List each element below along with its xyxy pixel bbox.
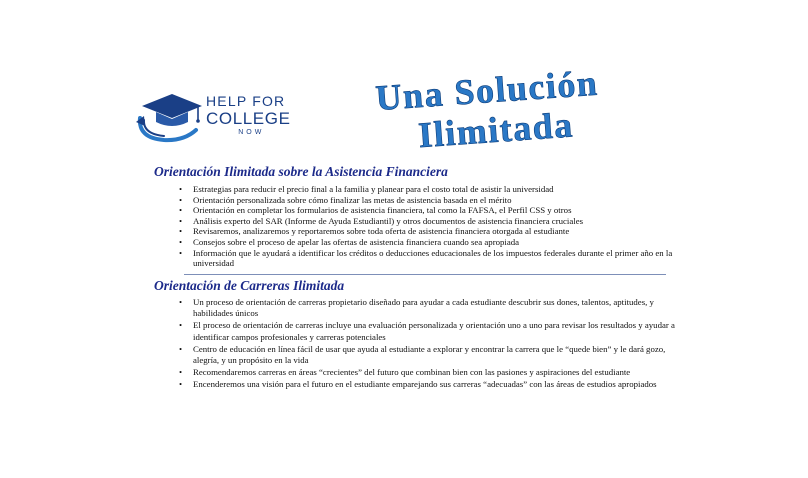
headline-line-2: Ilimitada [416,104,575,156]
graduation-cap-icon [134,88,208,148]
list-item: • Centro de educación en línea fácil de usar que ayuda al estudiante a explorar y encontrar la carrera que le “quede bien” y le dará gozo, alegría, y un propósito en la vida [179,344,691,367]
list-item: • El proceso de orientación de carreras incluye una evaluación personalizada y orientación uno a uno para revisar los resultados y ayudar a identificar campos profesionales y carreras potenciales [179,320,691,343]
headline [372,58,672,156]
list-item: • Orientación personalizada sobre cómo finalizar las metas de asistencia basada en el mérito [179,195,679,206]
list-item: • Análisis experto del SAR (Informe de Ayuda Estudiantil) y otros documentos de asistencia financiera cruciales [179,216,679,227]
financial-aid-section-title: Orientación Ilimitada sobre la Asistencia Financiera [154,164,448,179]
help-for-college-now-logo [134,88,294,148]
financial-aid-list [179,184,679,269]
section-divider [184,274,666,275]
list-item: • Orientación en completar los formularios de asistencia financiera, tal como la FAFSA, el Perfil CSS y otros [179,205,679,216]
careers-list [179,297,691,391]
list-item: • Recomendaremos carreras en áreas “crecientes” del futuro que combinan bien con las pasiones y aspiraciones del estudiante [179,367,691,378]
logo-text-help-for: HELP FOR [206,93,286,109]
list-item: • Revisaremos, analizaremos y reportaremos sobre toda oferta de asistencia financiera otorgada al estudiante [179,226,679,237]
logo-text-now: NOW [238,129,265,136]
list-item: • Información que le ayudará a identificar los créditos o deducciones educacionales de los impuestos federales durante el primer año en la universidad [179,248,679,269]
headline-line-1: Una Solución [374,62,600,119]
list-item: • Consejos sobre el proceso de apelar las ofertas de asistencia financiera cuando sea apropiada [179,237,679,248]
list-item: • Estrategias para reducir el precio final a la familia y planear para el costo total de asistir la universidad [179,184,679,195]
logo-text-college: COLLEGE [206,109,291,128]
list-item: • Encenderemos una visión para el futuro en el estudiante emparejando sus carreras “adecuadas” con las áreas de estudios apropiados [179,379,691,390]
careers-section-title: Orientación de Carreras Ilimitada [154,278,345,293]
list-item: • Un proceso de orientación de carreras propietario diseñado para ayudar a cada estudiante descubrir sus dones, talentos, aptitudes, y habilidades únicos [179,297,691,320]
